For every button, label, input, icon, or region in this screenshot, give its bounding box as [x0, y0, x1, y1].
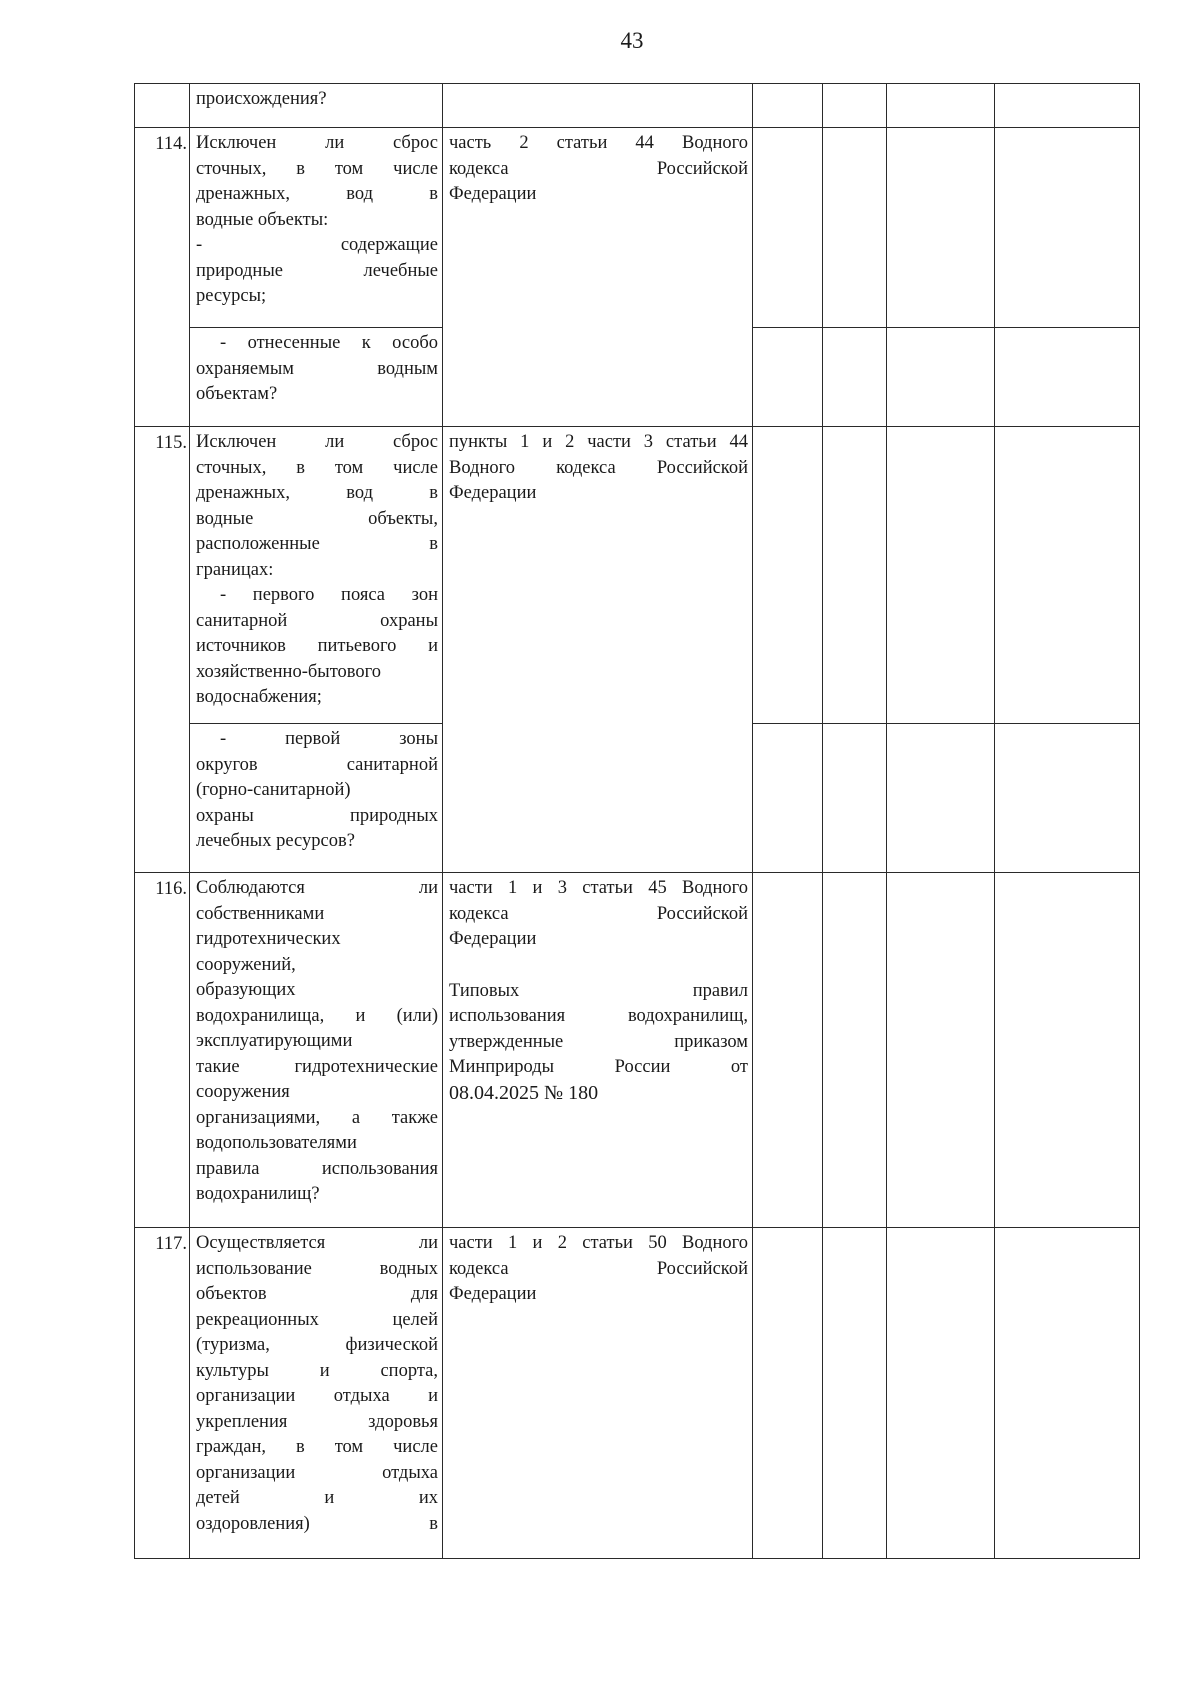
answer-cell — [995, 84, 1140, 128]
reference-line: Типовых правил — [449, 980, 748, 1001]
reference-line: кодекса Российской — [449, 1258, 748, 1279]
row-number: 114. — [135, 128, 190, 427]
answer-cell — [753, 724, 823, 873]
question-line: - первой зоны — [220, 729, 438, 749]
answer-cell — [887, 328, 995, 427]
question-line: оздоровления) в — [196, 1513, 438, 1534]
question-line: использование водных — [196, 1258, 438, 1279]
table-row — [135, 84, 1140, 128]
question-line: водные объекты: — [196, 209, 329, 230]
answer-cell — [887, 873, 995, 1228]
reference-line: Федерации — [449, 483, 537, 503]
reference-line: часть 2 статьи 44 Водного — [449, 133, 748, 153]
reference-line: Федерации — [449, 929, 537, 949]
question-line: сточных, в том числе — [196, 158, 438, 179]
question-line: природные лечебные — [196, 260, 438, 281]
question-line: (туризма, физической — [196, 1335, 438, 1355]
reference-line: части 1 и 3 статьи 45 Водного — [449, 878, 748, 898]
reference-cell — [443, 84, 753, 128]
answer-cell — [753, 1228, 823, 1559]
answer-cell — [887, 427, 995, 724]
answer-cell — [995, 873, 1140, 1228]
question-line: водохранилища, и (или) — [196, 1005, 438, 1026]
question-cell — [190, 84, 443, 128]
reference-cell — [443, 1228, 753, 1559]
question-line: Осуществляется ли — [196, 1233, 438, 1253]
answer-cell — [823, 328, 887, 427]
reference-line: утвержденные приказом — [449, 1031, 748, 1052]
answer-cell — [753, 873, 823, 1228]
question-line: правила использования — [196, 1158, 438, 1179]
question-line: сооружений, — [196, 954, 296, 975]
answer-cell — [887, 84, 995, 128]
question-line: образующих — [196, 980, 296, 1000]
question-line: культуры и спорта, — [196, 1360, 438, 1381]
answer-cell — [753, 128, 823, 328]
question-line: охраны природных — [196, 805, 438, 826]
answer-cell — [823, 724, 887, 873]
question-line: Исключен ли сброс — [196, 432, 438, 452]
question-line: организации отдыха и — [196, 1386, 438, 1406]
answer-cell — [995, 328, 1140, 427]
question-cell — [190, 427, 443, 724]
spacer — [449, 953, 748, 979]
question-line: организации отдыха — [196, 1462, 438, 1483]
answer-cell — [887, 1228, 995, 1559]
answer-cell — [823, 427, 887, 724]
reference-line: Минприроды России от — [449, 1057, 748, 1077]
question-line: дренажных, вод в — [196, 483, 438, 503]
question-line: Соблюдаются ли — [196, 878, 438, 898]
reference-line: использования водохранилищ, — [449, 1006, 748, 1026]
question-cell — [190, 1228, 443, 1559]
answer-cell — [823, 873, 887, 1228]
reference-line: Федерации — [449, 184, 537, 204]
answer-cell — [995, 724, 1140, 873]
question-line: ресурсы; — [196, 286, 267, 306]
answer-cell — [753, 84, 823, 128]
answer-cell — [823, 1228, 887, 1559]
reference-cell — [443, 427, 753, 873]
row-number: 115. — [135, 427, 190, 873]
question-line: объектов для — [196, 1284, 438, 1304]
table-row — [135, 427, 1140, 724]
question-line: Исключен ли сброс — [196, 133, 438, 153]
question-line: объектам? — [196, 384, 278, 404]
question-line: дренажных, вод в — [196, 184, 438, 204]
answer-cell — [995, 128, 1140, 328]
question-line: эксплуатирующими — [196, 1031, 353, 1051]
answer-cell — [823, 84, 887, 128]
question-line: санитарной охраны — [196, 610, 438, 631]
question-line: водохранилищ? — [196, 1184, 320, 1204]
question-cell — [190, 873, 443, 1228]
reference-line: Федерации — [449, 1284, 537, 1304]
question-line: - отнесенные к особо — [220, 333, 438, 353]
table-row — [135, 873, 1140, 1228]
question-cell — [190, 128, 443, 328]
reference-line: части 1 и 2 статьи 50 Водного — [449, 1233, 748, 1253]
question-line: округов санитарной — [196, 754, 438, 775]
answer-cell — [995, 1228, 1140, 1559]
question-line: источников питьевого и — [196, 636, 438, 656]
question-line: водные объекты, — [196, 508, 438, 529]
question-line: такие гидротехнические — [196, 1056, 438, 1077]
answer-cell — [823, 128, 887, 328]
answer-cell — [753, 427, 823, 724]
question-line: укрепления здоровья — [196, 1411, 438, 1432]
table-row — [135, 128, 1140, 328]
reference-line: кодекса Российской — [449, 903, 748, 924]
question-line: - первого пояса зон — [220, 585, 438, 605]
question-line: сооружения — [196, 1082, 290, 1102]
reference-cell — [443, 128, 753, 427]
reference-line: кодекса Российской — [449, 158, 748, 179]
question-line: водоснабжения; — [196, 687, 322, 707]
question-line: собственниками — [196, 903, 325, 924]
question-line: водопользователями — [196, 1133, 357, 1153]
question-line: хозяйственно-бытового — [196, 661, 382, 682]
row-number: 116. — [135, 873, 190, 1228]
question-line: происхождения? — [196, 89, 327, 109]
question-line: гидротехнических — [196, 929, 341, 949]
answer-cell — [887, 128, 995, 328]
page-number: 43 — [620, 28, 644, 53]
question-line: рекреационных целей — [196, 1309, 438, 1330]
row-number — [135, 84, 190, 128]
reference-line: Водного кодекса Российской — [449, 457, 748, 478]
question-line: лечебных ресурсов? — [196, 831, 355, 851]
reference-line: пункты 1 и 2 части 3 статьи 44 — [449, 432, 748, 452]
question-line: сточных, в том числе — [196, 457, 438, 478]
question-line: охраняемым водным — [196, 358, 438, 379]
reference-date: 08.04.2025 № 180 — [449, 1081, 599, 1104]
question-line: детей и их — [196, 1488, 438, 1508]
question-cell — [190, 724, 443, 873]
question-cell — [190, 328, 443, 427]
checklist-table — [134, 83, 1140, 1559]
question-line: границах: — [196, 559, 274, 580]
answer-cell — [995, 427, 1140, 724]
table-row — [135, 1228, 1140, 1559]
row-number: 117. — [135, 1228, 190, 1559]
question-line: (горно-санитарной) — [196, 780, 351, 800]
question-line: расположенные в — [196, 534, 438, 554]
question-line: - содержащие — [196, 235, 438, 255]
answer-cell — [753, 328, 823, 427]
question-line: граждан, в том числе — [196, 1437, 438, 1457]
answer-cell — [887, 724, 995, 873]
reference-cell — [443, 873, 753, 1228]
question-line: организациями, а также — [196, 1107, 438, 1128]
